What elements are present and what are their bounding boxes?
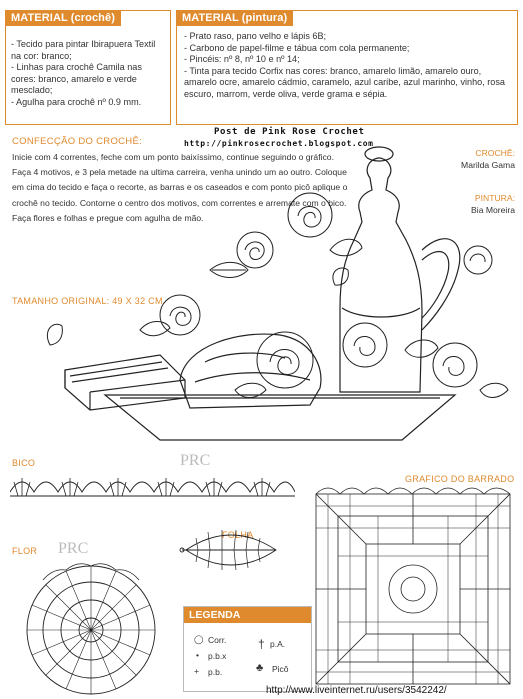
material-pintura-title: MATERIAL (pintura) (176, 10, 293, 26)
legenda-pa-symbol: † (258, 637, 265, 651)
grafico-barrado-label: GRAFICO DO BARRADO (405, 474, 515, 484)
grafico-barrado-chart (308, 486, 518, 691)
folha-label: FOLHA (222, 530, 254, 540)
blog-post-credit: Post de Pink Rose Crochet (214, 127, 365, 137)
credit-croche-role: CROCHÊ: (475, 148, 515, 158)
legenda-title: LEGENDA (184, 607, 311, 623)
footer-url[interactable]: http://www.liveinternet.ru/users/3542242/ (266, 685, 447, 696)
legenda-pb: p.b. (208, 667, 223, 677)
bico-label: BICO (12, 458, 36, 468)
legenda-pb-symbol: + (194, 666, 199, 676)
flor-label: FLOR (12, 546, 38, 556)
legenda-pico: Picô (272, 664, 289, 674)
credit-pintura-name: Bia Moreira (471, 205, 515, 215)
material-pintura-panel (176, 10, 518, 125)
material-croche-panel (5, 10, 171, 125)
legenda-corr-symbol: ◯ (194, 634, 204, 644)
credit-croche-name: Marilda Gama (461, 160, 515, 170)
legenda-pa: p.A. (270, 639, 286, 649)
material-croche-title: MATERIAL (crochê) (5, 10, 121, 26)
legenda-box (183, 606, 312, 692)
material-croche-text: - Tecido para pintar Ibirapuera Textil na cor: branco; - Linhas para crochê Camila nas cores: branco, amarelo e verde mesclado; - Agulha para crochê nº 0.9 mm. (11, 39, 156, 107)
legenda-pbx-symbol: • (196, 650, 199, 660)
watermark-bico: PRC (180, 452, 211, 469)
folha-chart (176, 520, 296, 570)
legenda-pico-symbol: ♣ (256, 662, 264, 674)
blog-url[interactable]: http://pinkrosecrochet.blogspot.com (184, 139, 374, 148)
legenda-pbx: p.b.x (208, 651, 227, 661)
tamanho-original-label: TAMANHO ORIGINAL: 49 X 32 CM (12, 296, 163, 306)
confeccao-title: CONFECÇÃO DO CROCHÊ: (12, 136, 143, 147)
flor-chart (8, 556, 174, 696)
credit-pintura-role: PINTURA: (474, 193, 515, 203)
still-life-illustration (10, 130, 520, 450)
legenda-corr: Corr. (208, 635, 227, 645)
material-pintura-text: - Prato raso, pano velho e lápis 6B; - Carbono de papel-filme e tábua com cola permanente; - Pincéis: nº 8, nº 10 e nº 14; - Tinta para tecido Corfix nas cores: branco, amarelo limão, amarelo ouro, amarelo ocre, amarelo cádmio, caramelo, azul caribe, azul marinho, vinho, rosa escuro, marrom, verde oliva, verde grama e sépia. (184, 31, 505, 99)
watermark-flor: PRC (58, 540, 89, 557)
bico-edging-chart (10, 470, 295, 510)
confeccao-instructions: Inicie com 4 correntes, feche com um ponto baixíssimo, continue seguindo o gráfico. Faça 4 motivos, e 3 pela metade na ultima carreira, venha unindo um ao outro. Coloque em cima do tecido e faça o recorte, as barras e os caseados e com ponto picô aplique o crochê no tecido. Contorne o centro dos motivos, com correntes e arremate com o bico. Faça flores e folhas e pregue com agulha de mão. (12, 152, 348, 223)
